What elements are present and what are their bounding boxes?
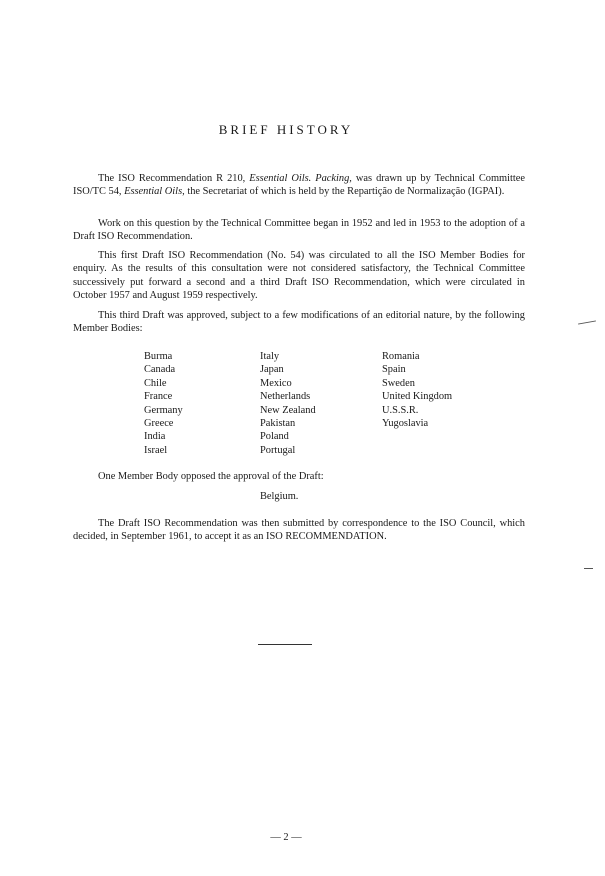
margin-mark <box>584 568 593 569</box>
page-title: BRIEF HISTORY <box>218 122 354 137</box>
member-bodies-list <box>144 350 502 457</box>
member-body: Pakistan <box>260 418 296 430</box>
section-divider <box>258 644 312 645</box>
margin-mark <box>578 320 596 324</box>
member-body: Romania <box>382 351 420 362</box>
paragraph-approval: This third Draft was approved, subject to a few modifications of an editorial nature, by the following Member Bodies: <box>73 310 525 335</box>
member-body: Mexico <box>260 377 292 389</box>
intro-text-2: was drawn up by Technical Committee ISO/TC 54, <box>73 173 525 198</box>
paragraph-work: Work on this question by the Technical Committee began in 1952 and led in 1953 to the adoption of a Draft ISO Recommendation. <box>73 218 525 243</box>
member-body: Italy <box>260 351 280 362</box>
opposed-statement: One Member Body opposed the approval of the Draft: <box>98 471 324 482</box>
page-number: — 2 — <box>270 832 302 843</box>
intro-title-italic: Essential Oils. Packing, <box>249 173 352 184</box>
member-body: Netherlands <box>260 391 311 403</box>
intro-text-1: The ISO Recommendation R 210, <box>98 173 250 184</box>
member-body: Chile <box>144 377 167 389</box>
member-body: Portugal <box>260 444 296 456</box>
member-column-1 <box>144 350 260 457</box>
member-body: Burma <box>144 351 173 362</box>
paragraph-council: The Draft ISO Recommendation was then submitted by correspondence to the ISO Council, which decided, in September 1961, to accept it as an ISO RECOMMENDATION. <box>73 518 525 543</box>
member-body: Sweden <box>382 377 415 389</box>
member-body: France <box>144 391 173 403</box>
member-body: Yugoslavia <box>382 418 429 430</box>
member-body: India <box>144 431 166 443</box>
member-body: Germany <box>144 404 183 416</box>
member-body: New Zealand <box>260 404 316 416</box>
member-body: Poland <box>260 431 289 443</box>
member-body: Spain <box>382 364 406 376</box>
intro-text-3: the Secretariat of which is held by the Repartição de Normalização (IGPAI). <box>184 186 505 198</box>
member-body: United Kingdom <box>382 391 453 403</box>
paragraph-draft: This first Draft ISO Recommendation (No. 54) was circulated to all the ISO Member Bodies for enquiry. As the results of this consultation were not considered satisfactory, the Technical Committee successively put forward a second and a third Draft ISO Recommendation, which were circulated in October 1957 and August 1959 respectively. <box>73 250 525 302</box>
paragraph-intro <box>73 172 525 199</box>
member-column-2 <box>260 350 382 457</box>
member-body: Greece <box>144 418 174 430</box>
member-body: Japan <box>260 364 284 376</box>
member-column-3 <box>382 350 502 457</box>
intro-committee-italic: Essential Oils, <box>124 186 185 198</box>
member-body: Canada <box>144 364 176 376</box>
opposed-member-body: Belgium. <box>260 491 299 502</box>
member-body: U.S.S.R. <box>382 404 419 416</box>
member-body: Israel <box>144 444 168 456</box>
